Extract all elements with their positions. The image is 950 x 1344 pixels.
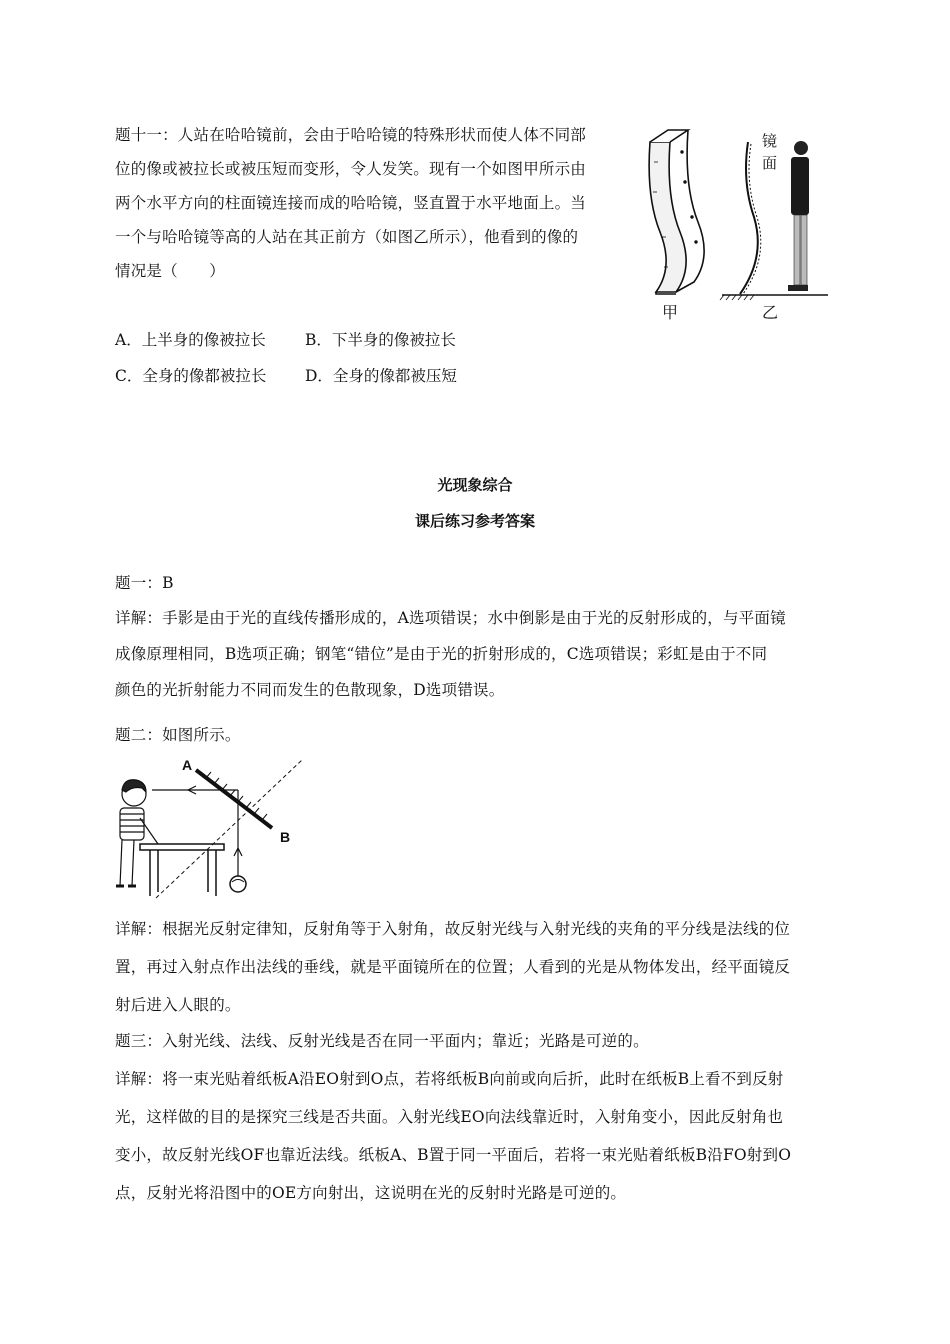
option-d: D．全身的像都被压短	[305, 367, 457, 385]
q2-detail-line: 置，再过入射点作出法线的垂线，就是平面镜所在的位置；人看到的光是从物体发出，经平面镜反	[115, 958, 791, 976]
option-a: A．上半身的像被拉长	[115, 331, 266, 349]
mirror-block-jia	[649, 130, 704, 294]
q2-detail-line: 详解：根据光反射定律知，反射角等于入射角，故反射光线与入射光线的夹角的平分线是法线的位	[115, 920, 791, 938]
ball	[230, 876, 246, 892]
q3-detail-line: 详解：将一束光贴着纸板A沿EO射到O点，若将纸板B向前或向后折，此时在纸板B上看不到反射	[115, 1070, 784, 1088]
option-c: C．全身的像都被拉长	[115, 367, 267, 385]
boy-figure	[116, 780, 158, 886]
figure-label-jia: 甲	[662, 303, 679, 322]
q11-stem	[115, 118, 586, 288]
option-b: B．下半身的像被拉长	[305, 331, 456, 349]
q3-answer-text: 题三：入射光线、法线、反射光线是否在同一平面内；靠近；光路是可逆的。	[115, 1032, 649, 1050]
q1-detail-line: 详解：手影是由于光的直线传播形成的，A选项错误；水中倒影是由于光的反射形成的，与平面镜	[115, 609, 786, 627]
q2-answer	[115, 718, 241, 752]
label-a: A	[182, 757, 193, 773]
q3-answer	[115, 1024, 649, 1058]
q1-detail-line: 颜色的光折射能力不同而发生的色散现象，D选项错误。	[115, 681, 505, 699]
mirror-label-top: 镜	[762, 132, 778, 150]
q2-detail-line: 射后进入人眼的。	[115, 996, 241, 1014]
table	[140, 844, 224, 896]
q3-detail	[115, 1060, 791, 1212]
q11-line: 题十一：人站在哈哈镜前，会由于哈哈镜的特殊形状而使人体不同部	[115, 126, 587, 144]
q1-detail	[115, 600, 786, 708]
person-figure	[788, 141, 809, 291]
mirror-ab	[196, 770, 272, 828]
label-b: B	[280, 829, 291, 845]
q11-line: 一个与哈哈镜等高的人站在其正前方（如图乙所示），他看到的像的	[115, 228, 579, 246]
q2-detail	[115, 910, 790, 1024]
q11-line: 情况是（ ）	[115, 262, 225, 280]
reflection-diagram	[112, 756, 312, 906]
mirror-label-bottom: 面	[762, 154, 778, 172]
funhouse-mirror-figure	[638, 122, 838, 322]
q3-detail-line: 点，反射光将沿图中的OE方向射出，这说明在光的反射时光路是可逆的。	[115, 1184, 627, 1202]
q2-answer-text: 题二：如图所示。	[115, 726, 241, 744]
section-title: 光现象综合	[437, 476, 513, 494]
figure-label-yi: 乙	[762, 303, 779, 322]
q1-detail-line: 成像原理相同，B选项正确；钢笔“错位”是由于光的折射形成的，C选项错误；彩虹是由于不同	[115, 645, 768, 663]
q11-line: 两个水平方向的柱面镜连接而成的哈哈镜，竖直置于水平地面上。当	[115, 194, 587, 212]
q1-answer	[115, 566, 174, 600]
q3-detail-line: 光，这样做的目的是探究三线是否共面。入射光线EO向法线靠近时，入射角变小，因此反射角也	[115, 1108, 784, 1126]
q3-detail-line: 变小，故反射光线OF也靠近法线。纸板A、B置于同一平面后，若将一束光贴着纸板B沿FO射到O	[115, 1146, 792, 1164]
q1-answer-text: 题一：B	[115, 574, 174, 592]
section-subtitle: 课后练习参考答案	[414, 512, 535, 530]
q11-line: 位的像或被拉长或被压短而变形，令人发笑。现有一个如图甲所示由	[115, 160, 587, 178]
